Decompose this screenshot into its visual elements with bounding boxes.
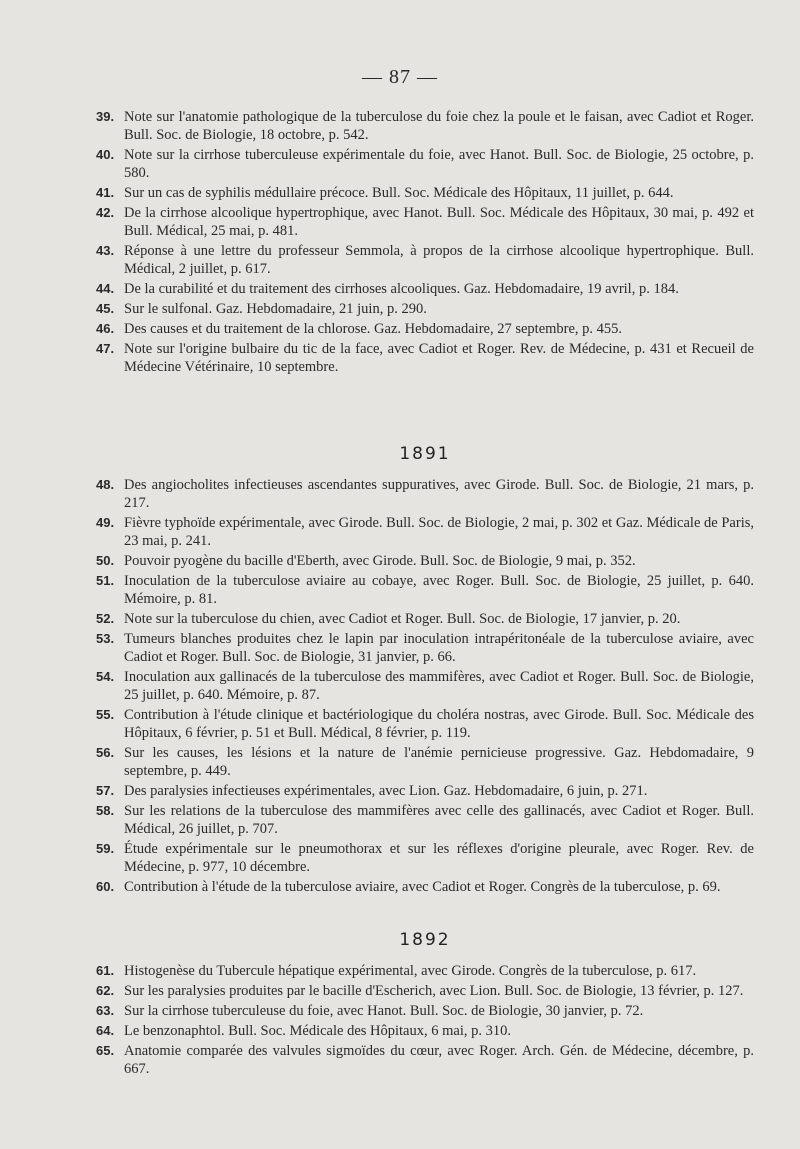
bibliography-entry (96, 320, 754, 338)
entry-text: Tumeurs blanches produites chez le lapin par inoculation intrapéritonéale de la tuberculose aviaire, avec Cadiot et Roger. Bull. Soc. de Biologie, 31 janvier, p. 66. (124, 631, 754, 665)
bibliography-entry (96, 204, 754, 240)
bibliography-entry (96, 146, 754, 182)
bibliography-entry (96, 572, 754, 608)
entry-text: De la cirrhose alcoolique hypertrophique, avec Hanot. Bull. Soc. Médicale des Hôpitaux, 30 mai, p. 492 et Bull. Médical, 25 mai, p. 481. (124, 205, 754, 239)
entry-text: Fièvre typhoïde expérimentale, avec Girode. Bull. Soc. de Biologie, 2 mai, p. 302 et Gaz. Médicale de Paris, 23 mai, p. 241. (124, 515, 754, 549)
bibliography-entry (96, 982, 754, 1000)
entry-number: 59. (96, 841, 115, 856)
bibliography-entry (96, 802, 754, 838)
page-number: — 87 — (362, 66, 438, 88)
entry-number: 52. (96, 611, 115, 626)
entry-number: 65. (96, 1043, 115, 1058)
entry-number: 51. (96, 573, 115, 588)
entry-text: Sur les paralysies produites par le bacille d'Escherich, avec Lion. Bull. Soc. de Biologie, 13 février, p. 127. (124, 983, 744, 999)
entry-number: 45. (96, 301, 115, 316)
entry-number: 55. (96, 707, 115, 722)
bibliography-entry (96, 1002, 754, 1020)
bibliography-section-continued (96, 108, 754, 378)
entry-text: Note sur l'origine bulbaire du tic de la face, avec Cadiot et Roger. Rev. de Médecine, p. 431 et Recueil de Médecine Vétérinaire, 10 septembre. (124, 341, 754, 375)
entry-text: Histogenèse du Tubercule hépatique expérimental, avec Girode. Congrès de la tuberculose, p. 617. (124, 963, 697, 979)
entry-text: Le benzonaphtol. Bull. Soc. Médicale des Hôpitaux, 6 mai, p. 310. (124, 1023, 511, 1039)
entry-number: 54. (96, 669, 115, 684)
entry-number: 49. (96, 515, 115, 530)
bibliography-entry (96, 514, 754, 550)
bibliography-entry (96, 300, 754, 318)
entry-number: 46. (96, 321, 115, 336)
entry-text: Inoculation aux gallinacés de la tuberculose des mammifères, avec Cadiot et Roger. Bull. Soc. de Biologie, 25 juillet, p. 640. Mémoire, p. 87. (124, 669, 754, 703)
entry-text: Pouvoir pyogène du bacille d'Eberth, avec Girode. Bull. Soc. de Biologie, 9 mai, p. 352. (124, 553, 636, 569)
bibliography-entry (96, 878, 754, 896)
bibliography-entry (96, 1022, 754, 1040)
bibliography-section-1891 (96, 444, 754, 898)
bibliography-entry (96, 184, 754, 202)
entry-number: 60. (96, 879, 115, 894)
entry-text: Inoculation de la tuberculose aviaire au cobaye, avec Roger. Bull. Soc. de Biologie, 25 juillet, p. 640. Mémoire, p. 81. (124, 573, 754, 607)
entry-text: Anatomie comparée des valvules sigmoïdes du cœur, avec Roger. Arch. Gén. de Médecine, décembre, p. 667. (124, 1043, 754, 1077)
bibliography-section-1892 (96, 930, 754, 1080)
entry-text: Sur la cirrhose tuberculeuse du foie, avec Hanot. Bull. Soc. de Biologie, 30 janvier, p. 72. (124, 1003, 644, 1019)
entry-number: 53. (96, 631, 115, 646)
entry-number: 63. (96, 1003, 115, 1018)
bibliography-entry (96, 668, 754, 704)
entry-text: Contribution à l'étude de la tuberculose aviaire, avec Cadiot et Roger. Congrès de la tuberculose, p. 69. (124, 879, 721, 895)
bibliography-entry (96, 962, 754, 980)
entry-number: 61. (96, 963, 115, 978)
entry-number: 48. (96, 477, 115, 492)
bibliography-entry (96, 630, 754, 666)
entry-text: Des angiocholites infectieuses ascendantes suppuratives, avec Girode. Bull. Soc. de Biologie, 21 mars, p. 217. (124, 477, 754, 511)
entry-text: Étude expérimentale sur le pneumothorax et sur les réflexes d'origine pleurale, avec Roger. Rev. de Médecine, p. 977, 10 décembre. (124, 841, 754, 875)
entry-text: Des paralysies infectieuses expérimentales, avec Lion. Gaz. Hebdomadaire, 6 juin, p. 271. (124, 783, 648, 799)
bibliography-entry (96, 1042, 754, 1078)
bibliography-entry (96, 744, 754, 780)
entry-number: 39. (96, 109, 115, 124)
entry-text: Sur les relations de la tuberculose des mammifères avec celle des gallinacés, avec Cadiot et Roger. Bull. Médical, 26 juillet, p. 707. (124, 803, 754, 837)
entry-text: Contribution à l'étude clinique et bactériologique du choléra nostras, avec Girode. Bull. Soc. Médicale des Hôpitaux, 6 février, p. 51 et Bull. Médical, 8 février, p. 119. (124, 707, 754, 741)
year-heading: 1892 (399, 930, 451, 950)
entry-number: 64. (96, 1023, 115, 1038)
bibliography-entry (96, 552, 754, 570)
entry-text: De la curabilité et du traitement des cirrhoses alcooliques. Gaz. Hebdomadaire, 19 avril, p. 184. (124, 281, 679, 297)
entry-text: Réponse à une lettre du professeur Semmola, à propos de la cirrhose alcoolique hypertrophique. Bull. Médical, 2 juillet, p. 617. (124, 243, 754, 277)
entry-number: 62. (96, 983, 115, 998)
entry-number: 56. (96, 745, 115, 760)
entry-number: 40. (96, 147, 115, 162)
entry-text: Sur un cas de syphilis médullaire précoce. Bull. Soc. Médicale des Hôpitaux, 11 juillet, p. 644. (124, 185, 674, 201)
entry-text: Sur les causes, les lésions et la nature de l'anémie pernicieuse progressive. Gaz. Hebdomadaire, 9 septembre, p. 449. (124, 745, 754, 779)
bibliography-entry (96, 108, 754, 144)
bibliography-entry (96, 782, 754, 800)
entry-text: Des causes et du traitement de la chlorose. Gaz. Hebdomadaire, 27 septembre, p. 455. (124, 321, 623, 337)
bibliography-entry (96, 280, 754, 298)
bibliography-entry (96, 340, 754, 376)
entry-number: 57. (96, 783, 115, 798)
entry-text: Note sur la tuberculose du chien, avec Cadiot et Roger. Bull. Soc. de Biologie, 17 janvier, p. 20. (124, 611, 681, 627)
bibliography-entry (96, 706, 754, 742)
entry-number: 58. (96, 803, 115, 818)
entry-number: 50. (96, 553, 115, 568)
entry-text: Sur le sulfonal. Gaz. Hebdomadaire, 21 juin, p. 290. (124, 301, 427, 317)
entry-number: 43. (96, 243, 115, 258)
bibliography-entry (96, 476, 754, 512)
entry-number: 41. (96, 185, 115, 200)
bibliography-entry (96, 840, 754, 876)
entry-text: Note sur l'anatomie pathologique de la tuberculose du foie chez la poule et le faisan, avec Cadiot et Roger. Bull. Soc. de Biologie, 18 octobre, p. 542. (124, 109, 754, 143)
year-heading: 1891 (399, 444, 451, 464)
entry-text: Note sur la cirrhose tuberculeuse expérimentale du foie, avec Hanot. Bull. Soc. de Biologie, 25 octobre, p. 580. (124, 147, 754, 181)
bibliography-entry (96, 242, 754, 278)
entry-number: 44. (96, 281, 115, 296)
bibliography-entry (96, 610, 754, 628)
entry-number: 42. (96, 205, 115, 220)
entry-number: 47. (96, 341, 115, 356)
